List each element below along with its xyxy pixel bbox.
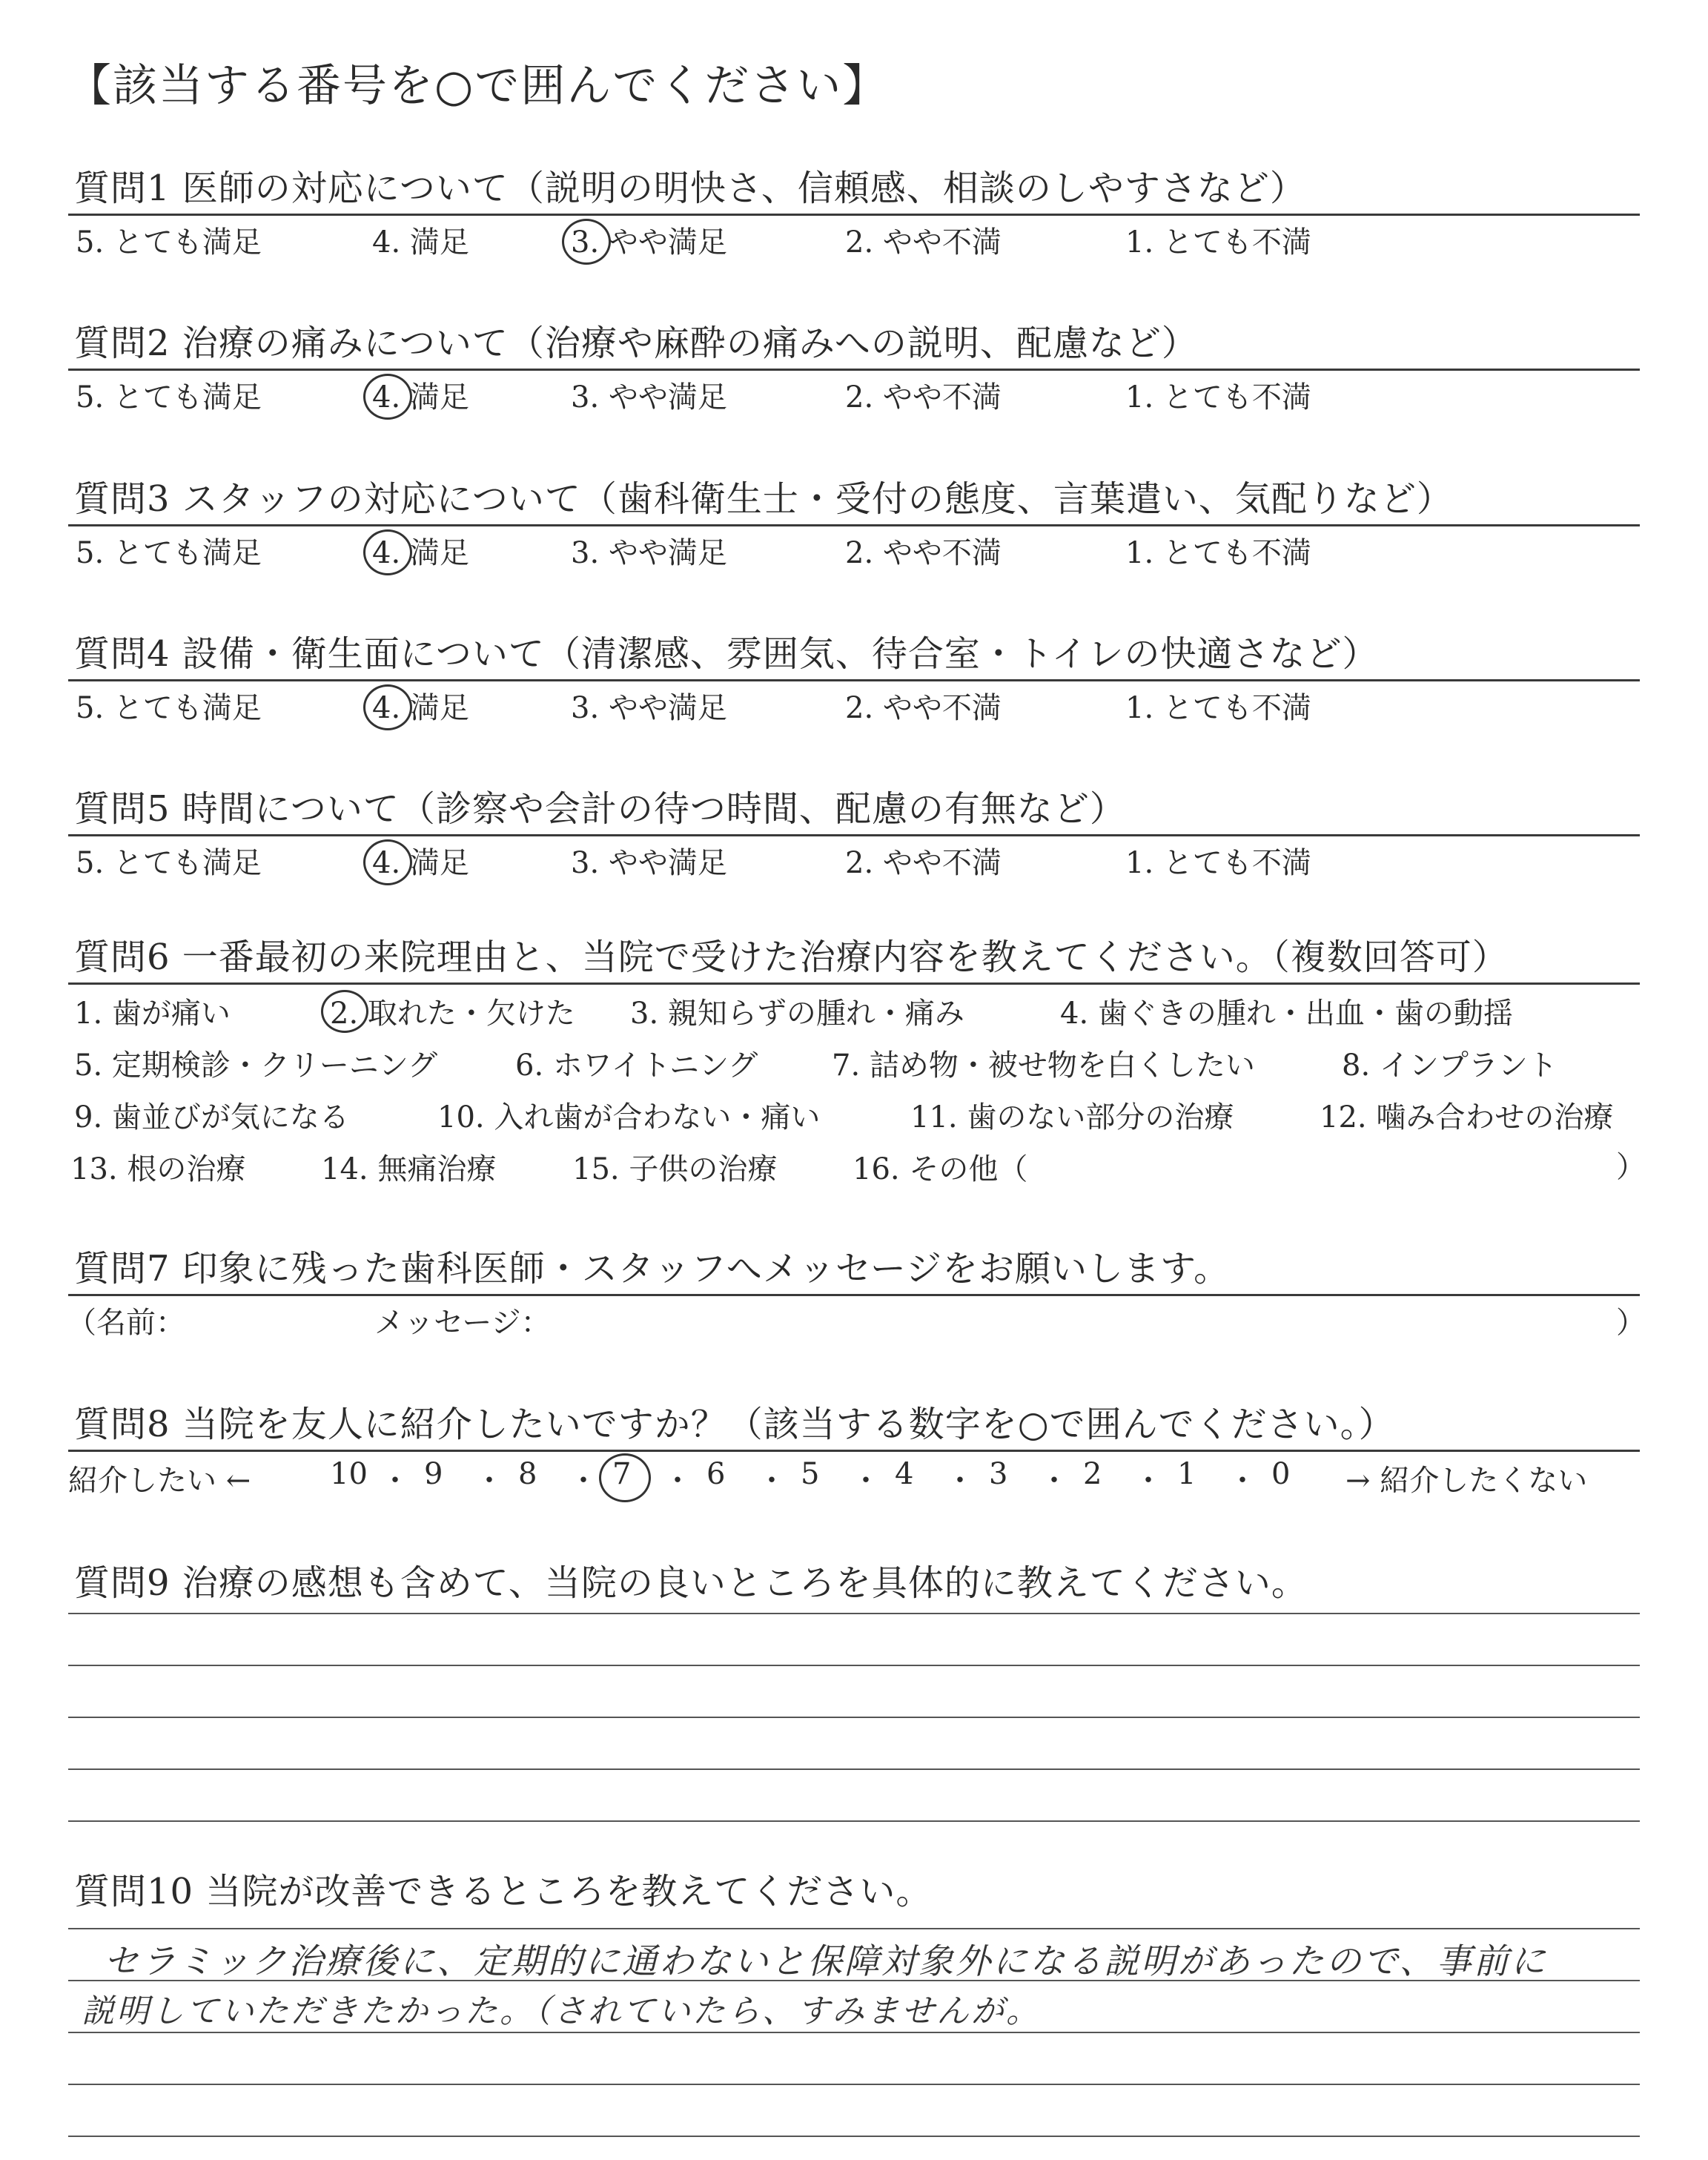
question-2-title: 質問2 治療の痛みについて（治療や麻酔の痛みへの説明、配慮など）: [74, 323, 1198, 364]
rating-option: 5. とても満足: [76, 225, 262, 260]
rating-option: 4. 満足: [372, 691, 469, 725]
circled-answer-mark: [562, 219, 611, 265]
question-2-rule: [68, 369, 1640, 371]
rating-option: 1. とても不満: [1125, 846, 1311, 880]
rating-option: 2. やや不満: [845, 691, 1002, 725]
q6-option: 10. 入れ歯が合わない・痛い: [437, 1100, 821, 1135]
rating-option: 3. やや満足: [571, 691, 727, 725]
rating-option: 5. とても満足: [76, 536, 262, 570]
question-5-title: 質問5 時間について（診察や会計の待つ時間、配慮の有無など）: [74, 788, 1126, 830]
q6-option: 11. 歯のない部分の治療: [910, 1100, 1234, 1135]
q8-scale-separator: ・: [663, 1464, 692, 1498]
rating-option: 3. やや満足: [571, 536, 727, 570]
q6-option: 8. インプラント: [1342, 1048, 1558, 1083]
q6-option: 15. 子供の治療: [572, 1152, 778, 1186]
question-1-rule: [68, 214, 1640, 216]
question-5-rule: [68, 834, 1640, 836]
q7-message-label: メッセージ：: [374, 1306, 551, 1340]
q6-option: 5. 定期検診・クリーニング: [74, 1048, 438, 1083]
q6-option: 4. 歯ぐきの腫れ・出血・歯の動揺: [1060, 997, 1513, 1031]
q6-option: 6. ホワイトニング: [515, 1048, 758, 1083]
rating-option: 1. とても不満: [1125, 691, 1311, 725]
circled-answer-mark: [321, 990, 368, 1033]
rating-option: 4. 満足: [372, 536, 469, 570]
question-3-title: 質問3 スタッフの対応について（歯科衛生士・受付の態度、言葉遣い、気配りなど）: [74, 478, 1453, 520]
q6-rule: [68, 982, 1640, 985]
q8-scale-separator: ・: [569, 1464, 598, 1498]
q6-option: 13. 根の治療: [70, 1152, 246, 1186]
page-header: 【該当する番号を○で囲んでください】: [67, 60, 889, 112]
q10-answer-line: [68, 2136, 1640, 2137]
circled-answer-mark: [363, 839, 412, 885]
q8-scale-number: 6: [706, 1457, 726, 1491]
q8-scale-number: 3: [989, 1457, 1008, 1491]
q6-option: 3. 親知らずの腫れ・痛み: [630, 997, 964, 1031]
q10-answer-line: [68, 1928, 1640, 1929]
rating-option: 2. やや不満: [845, 380, 1002, 415]
q9-answer-line: [68, 1717, 1640, 1718]
question-4-title: 質問4 設備・衛生面について（清潔感、雰囲気、待合室・トイレの快適さなど）: [74, 633, 1379, 675]
rating-option: 1. とても不満: [1125, 380, 1311, 415]
circled-answer-mark: [363, 374, 412, 420]
q7-close-paren: ）: [1616, 1306, 1646, 1340]
circled-answer-mark: [599, 1453, 651, 1502]
rating-option: 4. 満足: [372, 225, 469, 260]
rating-option: 1. とても不満: [1125, 536, 1311, 570]
q8-scale-number: 10: [330, 1457, 368, 1491]
rating-option: 5. とても満足: [76, 380, 262, 415]
rating-option: 5. とても満足: [76, 846, 262, 880]
q8-right-label: → 紹介したくない: [1345, 1464, 1588, 1498]
q7-name-label: （名前：: [67, 1306, 185, 1340]
q8-scale-number: 8: [518, 1457, 537, 1491]
q6-option: 16. その他（: [853, 1152, 1028, 1186]
rating-option: 1. とても不満: [1125, 225, 1311, 260]
q8-rule: [68, 1450, 1640, 1452]
rating-option: 2. やや不満: [845, 225, 1002, 260]
question-4-rule: [68, 679, 1640, 681]
q6-option: 1. 歯が痛い: [74, 997, 231, 1031]
circled-answer-mark: [363, 529, 412, 575]
q6-option: 9. 歯並びが気になる: [74, 1100, 349, 1135]
q8-scale-number: 7: [612, 1457, 632, 1491]
q7-rule: [68, 1294, 1640, 1296]
q8-scale-separator: ・: [851, 1464, 881, 1498]
q8-scale-number: 0: [1271, 1457, 1291, 1491]
q8-scale-separator: ・: [1133, 1464, 1163, 1498]
q8-scale-separator: ・: [380, 1464, 410, 1498]
q8-scale-separator: ・: [1039, 1464, 1069, 1498]
question-3-rule: [68, 524, 1640, 526]
rating-option: 4. 満足: [372, 846, 469, 880]
circled-answer-mark: [363, 684, 412, 730]
rating-option: 4. 満足: [372, 380, 469, 415]
q6-close-paren: ）: [1616, 1150, 1646, 1184]
q9-answer-line: [68, 1665, 1640, 1666]
rating-option: 5. とても満足: [76, 691, 262, 725]
q8-scale-number: 4: [895, 1457, 914, 1491]
question-1-title: 質問1 医師の対応について（説明の明快さ、信頼感、相談のしやすさなど）: [74, 168, 1306, 209]
q6-option: 2. 取れた・欠けた: [330, 997, 575, 1031]
q6-option: 7. 詰め物・被せ物を白くしたい: [832, 1048, 1255, 1083]
q9-answer-line: [68, 1820, 1640, 1822]
q8-scale-number: 1: [1177, 1457, 1196, 1491]
q8-scale-separator: ・: [1228, 1464, 1257, 1498]
rating-option: 3. やや満足: [571, 380, 727, 415]
q9-answer-line: [68, 1613, 1640, 1614]
q10-title: 質問10 当院が改善できるところを教えてください。: [74, 1871, 933, 1912]
q9-title: 質問9 治療の感想も含めて、当院の良いところを具体的に教えてください。: [74, 1562, 1308, 1604]
q8-scale-number: 5: [801, 1457, 820, 1491]
q10-answer-line: [68, 2084, 1640, 2085]
rating-option: 2. やや不満: [845, 846, 1002, 880]
q10-answer-line: [68, 2032, 1640, 2033]
q6-title: 質問6 一番最初の来院理由と、当院で受けた治療内容を教えてください。（複数回答可）: [74, 937, 1509, 978]
q8-scale-number: 2: [1083, 1457, 1102, 1491]
q6-option: 14. 無痛治療: [321, 1152, 497, 1186]
q8-scale-separator: ・: [945, 1464, 975, 1498]
rating-option: 3. やや満足: [571, 846, 727, 880]
q8-scale-separator: ・: [757, 1464, 787, 1498]
q7-title: 質問7 印象に残った歯科医師・スタッフへメッセージをお願いします。: [74, 1248, 1231, 1289]
rating-option: 2. やや不満: [845, 536, 1002, 570]
q10-handwritten-line-2: 説明していただきたかった。（されていたら、すみませんが。: [82, 1992, 1041, 2030]
q10-handwritten-line-1: セラミック治療後に、定期的に通わないと保障対象外になる説明があったので、事前に: [104, 1941, 1548, 1982]
q9-answer-line: [68, 1768, 1640, 1770]
q6-option: 12. 噛み合わせの治療: [1320, 1100, 1614, 1135]
q8-left-label: 紹介したい ←: [68, 1464, 251, 1498]
q8-scale-separator: ・: [474, 1464, 504, 1498]
q8-scale-number: 9: [424, 1457, 443, 1491]
rating-option: 3. やや満足: [571, 225, 727, 260]
q8-title: 質問8 当院を友人に紹介したいですか？（該当する数字を○で囲んでください。）: [74, 1404, 1395, 1445]
